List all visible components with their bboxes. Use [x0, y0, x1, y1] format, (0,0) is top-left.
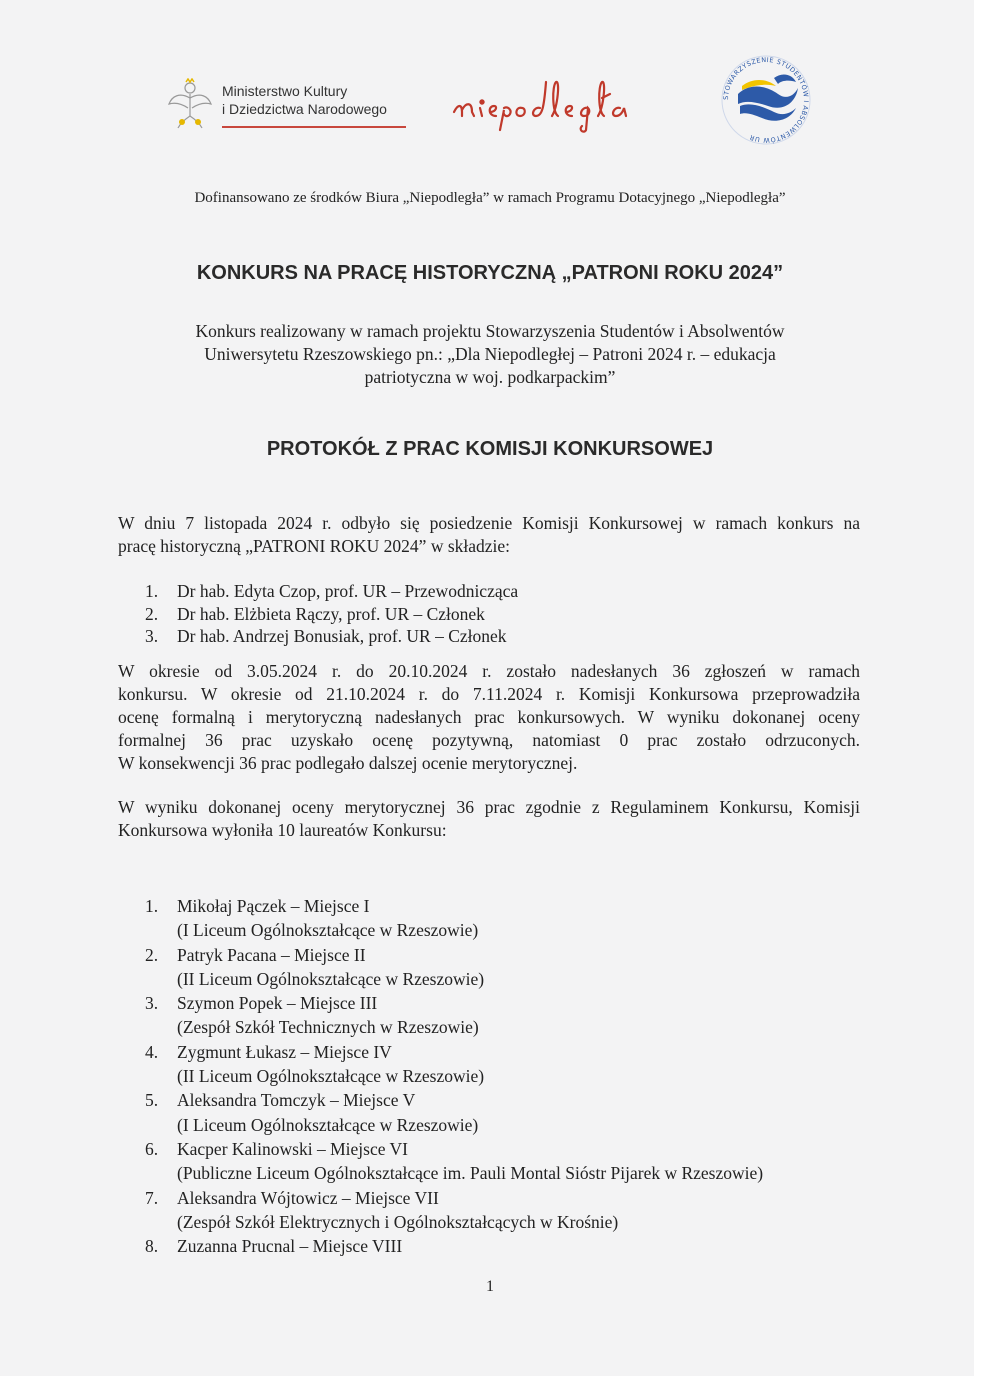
association-ring-text: STOWARZYSZENIE STUDENTÓW I ABSOLWENTÓW UR	[721, 55, 811, 145]
list-number: 4.	[145, 1041, 159, 1062]
ministry-name-line2: i Dziedzictwa Narodowego	[222, 101, 387, 117]
result-paragraph	[118, 796, 860, 842]
laureates-list	[145, 894, 865, 1258]
list-number: 1.	[145, 896, 159, 916]
list-number: 8.	[145, 1236, 159, 1257]
list-item	[145, 1040, 865, 1089]
subtitle-line: Uniwersytetu Rzeszowskiego pn.: „Dla Niepodległej – Patroni 2024 r. – edukacja	[204, 344, 776, 364]
page-title: KONKURS NA PRACĘ HISTORYCZNĄ „PATRONI ROKU 2024”	[196, 262, 784, 284]
list-item	[145, 1137, 865, 1186]
committee-list	[145, 580, 745, 648]
list-number: 6.	[145, 1138, 159, 1159]
laureate-school: (I Liceum Ogólnokształcące w Rzeszowie)	[177, 920, 479, 941]
intro-paragraph	[118, 512, 860, 558]
niepodlegla-logo	[452, 68, 662, 138]
committee-member: Dr hab. Elżbieta Rączy, prof. UR – Członek	[177, 603, 485, 624]
list-number: 2.	[145, 603, 159, 624]
laureate-name: Aleksandra Tomczyk – Miejsce V	[177, 1090, 416, 1111]
ministry-name-line1: Ministerstwo Kultury	[222, 83, 348, 99]
association-logo	[716, 50, 816, 150]
list-number: 7.	[145, 1187, 159, 1208]
laureate-name: Kacper Kalinowski – Miejsce VI	[177, 1138, 409, 1159]
paragraph-line: konkursu. W okresie od 21.10.2024 r. do 7.11.2024 r. Komisji Konkursowa przeprowadziła	[118, 684, 860, 704]
list-number: 3.	[145, 993, 159, 1014]
paragraph-line: W dniu 7 listopada 2024 r. odbyło się posiedzenie Komisji Konkursowej w ramach konkurs na	[118, 513, 860, 533]
paragraph-line: W wyniku dokonanej oceny merytorycznej 36 prac zgodnie z Regulaminem Konkursu, Komisji	[118, 797, 860, 817]
list-number: 3.	[145, 626, 159, 646]
list-number: 1.	[145, 581, 159, 601]
list-item	[145, 991, 865, 1040]
list-number: 2.	[145, 944, 159, 965]
evaluation-paragraph	[118, 660, 860, 775]
list-item	[145, 580, 745, 603]
subtitle	[130, 320, 850, 389]
laureate-name: Aleksandra Wójtowicz – Miejsce VII	[177, 1187, 439, 1208]
subtitle-line: patriotyczna w woj. podkarpackim”	[364, 367, 616, 387]
funding-note: Dofinansowano ze środków Biura „Niepodległa” w ramach Programu Dotacyjnego „Niepodległa”	[194, 190, 786, 206]
committee-member: Dr hab. Edyta Czop, prof. UR – Przewodnicząca	[177, 581, 519, 601]
laureate-name: Patryk Pacana – Miejsce II	[177, 944, 366, 965]
list-number: 5.	[145, 1090, 159, 1111]
laureate-school: (Zespół Szkół Technicznych w Rzeszowie)	[177, 1017, 479, 1038]
paragraph-line: W okresie od 3.05.2024 r. do 20.10.2024 r. zostało nadesłanych 36 zgłoszeń w ramach	[118, 661, 860, 681]
laureate-name: Mikołaj Pączek – Miejsce I	[177, 896, 370, 916]
list-item	[145, 1088, 865, 1137]
protocol-title: PROTOKÓŁ Z PRAC KOMISJI KONKURSOWEJ	[266, 438, 714, 460]
paragraph-line: formalnej 36 prac uzyskało ocenę pozytywną, natomiast 0 prac zostało odrzuconych.	[118, 730, 860, 750]
list-item	[145, 1186, 865, 1235]
polish-eagle-icon	[166, 78, 214, 130]
paragraph-line: pracę historyczną „PATRONI ROKU 2024” w składzie:	[118, 536, 511, 556]
paragraph-line: ocenę formalną i merytoryczną nadesłanych prac konkursowych. W wyniku dokonanej oceny	[118, 707, 860, 727]
list-item	[145, 625, 745, 648]
laureate-name: Zuzanna Prucnal – Miejsce VIII	[177, 1236, 403, 1257]
laureate-school: (II Liceum Ogólnokształcące w Rzeszowie)	[177, 1066, 485, 1087]
page-number: 1	[486, 1278, 494, 1295]
list-item	[145, 894, 865, 943]
subtitle-line: Konkurs realizowany w ramach projektu Stowarzyszenia Studentów i Absolwentów	[195, 321, 785, 341]
laureate-name: Szymon Popek – Miejsce III	[177, 993, 378, 1014]
paragraph-line: Konkursowa wyłoniła 10 laureatów Konkursu:	[118, 820, 447, 840]
header	[160, 50, 820, 160]
committee-member: Dr hab. Andrzej Bonusiak, prof. UR – Członek	[177, 626, 507, 646]
list-item	[145, 943, 865, 992]
list-item	[145, 1234, 865, 1258]
ministry-underline	[222, 126, 406, 128]
laureate-school: (II Liceum Ogólnokształcące w Rzeszowie)	[177, 968, 485, 989]
ministry-name	[222, 82, 387, 118]
laureate-school: (Publiczne Liceum Ogólnokształcące im. Pauli Montal Sióstr Pijarek w Rzeszowie)	[177, 1163, 764, 1184]
laureate-school: (I Liceum Ogólnokształcące w Rzeszowie)	[177, 1114, 479, 1135]
laureate-school: (Zespół Szkół Elektrycznych i Ogólnokształcących w Krośnie)	[177, 1211, 619, 1232]
paragraph-line: W konsekwencji 36 prac podlegało dalszej ocenie merytorycznej.	[118, 753, 578, 773]
list-item	[145, 603, 745, 626]
laureate-name: Zygmunt Łukasz – Miejsce IV	[177, 1041, 392, 1062]
ministry-logo	[166, 78, 406, 138]
